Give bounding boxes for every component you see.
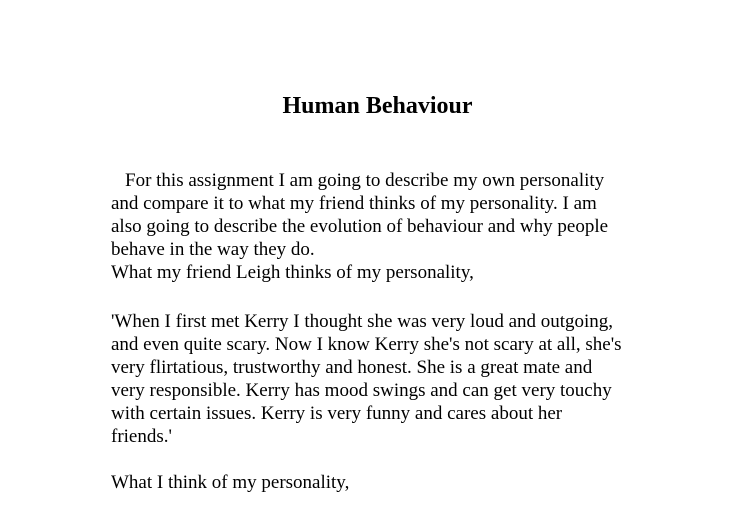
text-line: very flirtatious, trustworthy and honest. She is a great mate and xyxy=(111,357,593,378)
text-line: and compare it to what my friend thinks of my personality. I am xyxy=(111,193,597,214)
text-line: 'When I first met Kerry I thought she was very loud and outgoing, xyxy=(111,311,614,332)
text-line: very responsible. Kerry has mood swings and can get very touchy xyxy=(111,380,612,401)
text-line: and even quite scary. Now I know Kerry she's not scary at all, she's xyxy=(111,334,622,355)
friend-intro-line xyxy=(111,261,671,284)
text-line: What my friend Leigh thinks of my personality, xyxy=(111,262,474,283)
document-title: Human Behaviour xyxy=(282,93,473,119)
text-line: For this assignment I am going to describe my own personality xyxy=(125,170,605,191)
self-intro-line xyxy=(111,471,671,494)
text-line: friends.' xyxy=(111,426,172,447)
friend-quote-paragraph xyxy=(111,310,671,448)
text-line: What I think of my personality, xyxy=(111,472,350,493)
text-line: with certain issues. Kerry is very funny and cares about her xyxy=(111,403,563,424)
text-line: also going to describe the evolution of behaviour and why people xyxy=(111,216,609,237)
intro-paragraph xyxy=(111,169,671,261)
text-line: behave in the way they do. xyxy=(111,239,315,260)
